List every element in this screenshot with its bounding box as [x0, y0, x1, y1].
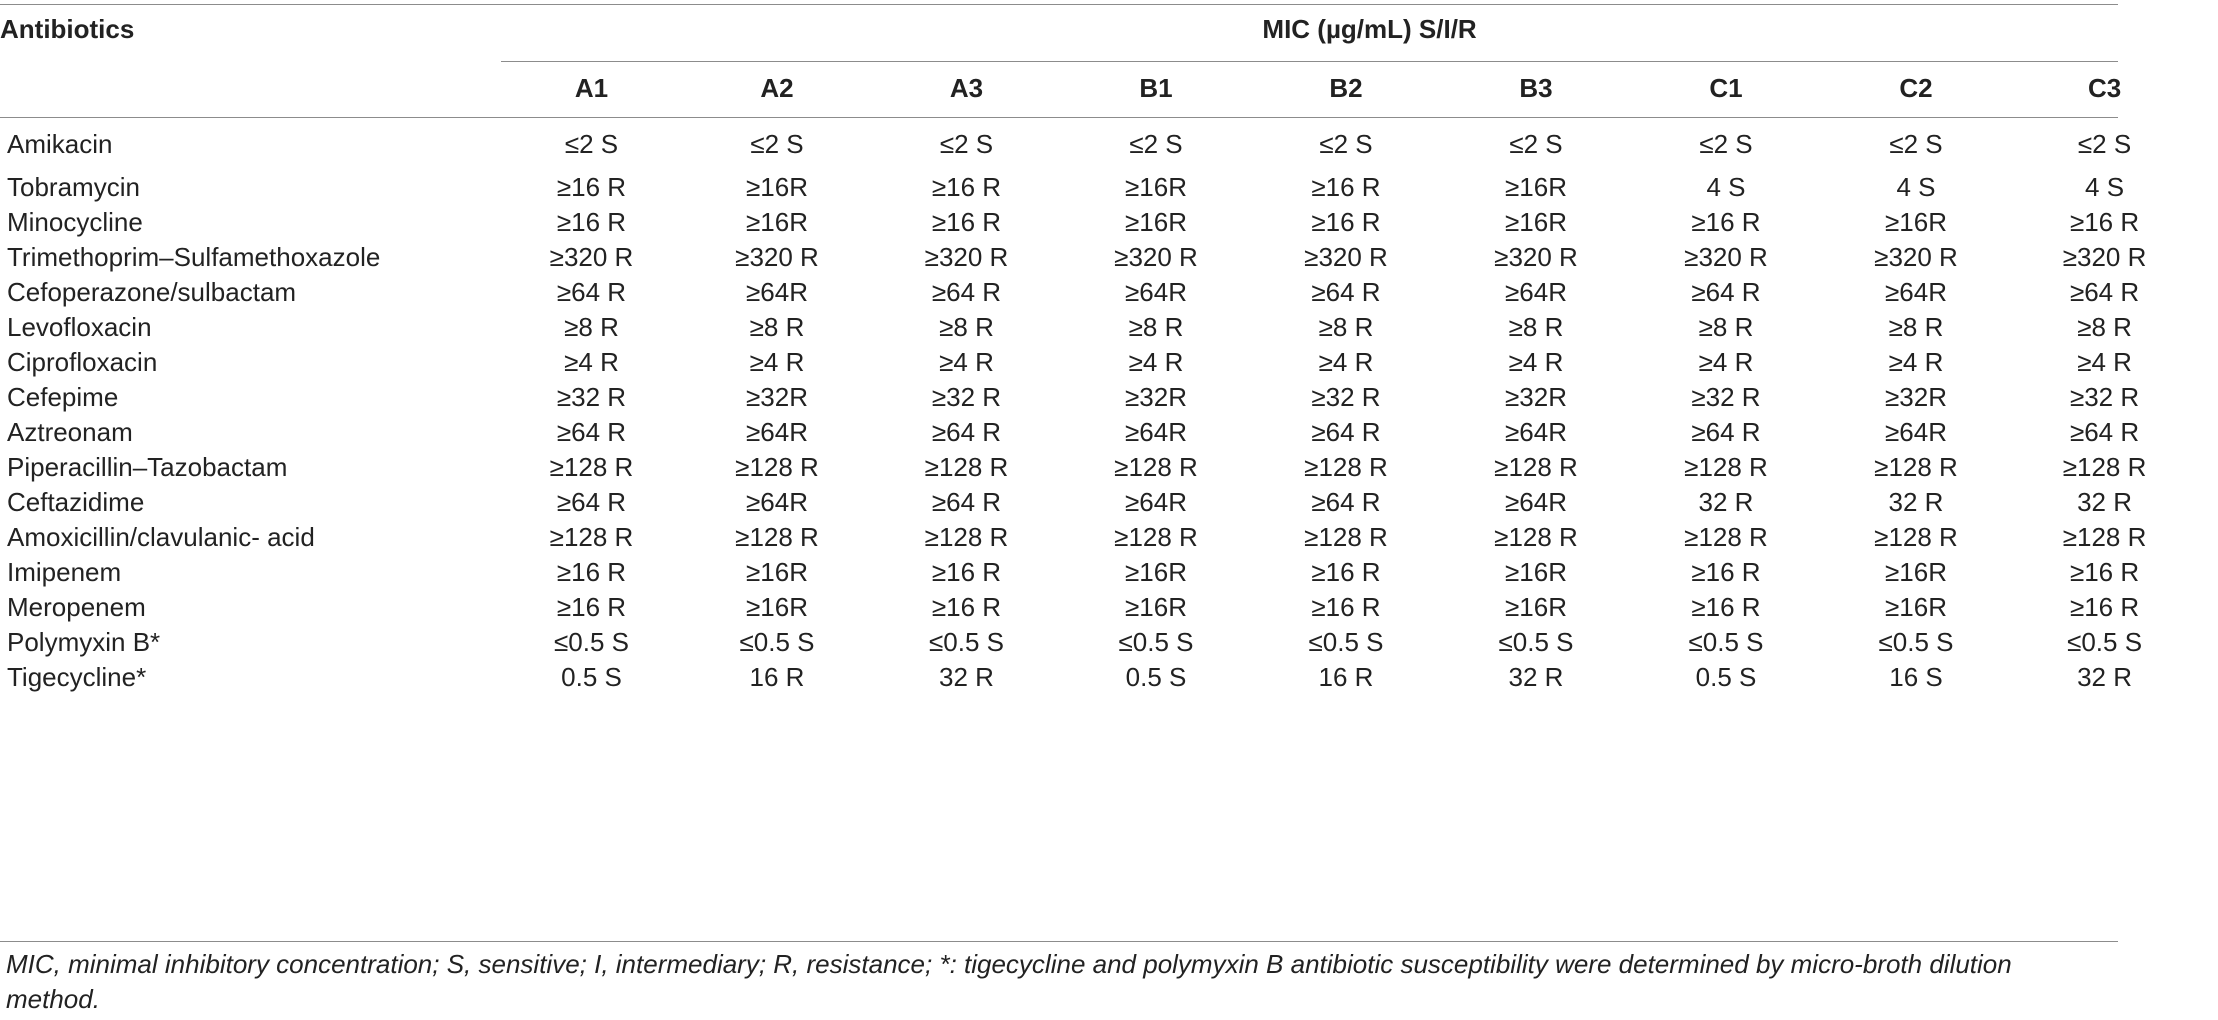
mic-value-cell: ≥4 R: [1698, 347, 1754, 377]
table-row: [0, 590, 2198, 625]
mic-value-cell: ≥4 R: [749, 347, 805, 377]
mic-value-cell: ≥16R: [746, 557, 808, 587]
mic-value-cell: ≤2 S: [1509, 128, 1563, 159]
table-row: [0, 310, 2198, 345]
mic-value-cell: ≥16R: [746, 172, 808, 202]
mic-value-cell: ≤2 S: [2077, 128, 2132, 159]
mic-value-cell: 32 R: [2077, 662, 2133, 692]
mic-value-cell: ≥16 R: [1311, 592, 1381, 622]
mic-value-cell: ≥64R: [1505, 417, 1567, 447]
mic-value-cell: ≥64 R: [556, 487, 627, 517]
mic-value-cell: ≥16 R: [556, 207, 627, 237]
mic-value-cell: ≥320 R: [1874, 242, 1958, 272]
mic-value-cell: ≥16 R: [931, 172, 1002, 202]
mic-value-cell: ≤0.5 S: [2067, 627, 2143, 657]
mic-value-cell: ≥8 R: [1128, 312, 1184, 342]
mic-value-cell: ≥128 R: [1114, 522, 1198, 552]
antibiotic-name: Levofloxacin: [7, 312, 152, 342]
antibiotic-name: Piperacillin–Tazobactam: [7, 452, 288, 482]
mic-value-cell: ≥128 R: [1494, 522, 1578, 552]
mic-value-cell: ≥16 R: [1311, 172, 1381, 202]
mic-value-cell: ≥320 R: [1114, 242, 1198, 272]
mic-value-cell: ≥4 R: [1888, 347, 1944, 377]
mic-value-cell: ≥64 R: [2069, 277, 2140, 307]
antibiotic-name: Ciprofloxacin: [7, 347, 158, 377]
mic-value-cell: 4 S: [1706, 172, 1746, 202]
mic-value-cell: 32 R: [939, 662, 994, 692]
antibiotic-name: Aztreonam: [7, 417, 133, 447]
mic-value-cell: 16 R: [749, 662, 805, 692]
table-row: [0, 118, 2198, 170]
mic-value-cell: ≥32R: [1125, 382, 1187, 412]
mic-value-cell: ≥4 R: [1508, 347, 1564, 377]
blank-header-cell: [0, 58, 501, 118]
mic-group-header: MIC (µg/mL) S/I/R: [1262, 13, 1477, 44]
table-row: [0, 275, 2198, 310]
antibiotic-name: Trimethoprim–Sulfamethoxazole: [7, 242, 381, 272]
mic-value-cell: ≥128 R: [1114, 452, 1198, 482]
mic-value-cell: ≥320 R: [924, 242, 1009, 272]
mic-value-cell: ≥64 R: [931, 277, 1002, 307]
mic-value-cell: 32 R: [2077, 487, 2133, 517]
mic-value-cell: ≥320 R: [1304, 242, 1388, 272]
mic-value-cell: ≥64 R: [2069, 417, 2140, 447]
antibiotic-name: Meropenem: [7, 592, 146, 622]
mic-value-cell: ≥64 R: [931, 487, 1002, 517]
mic-value-cell: 32 R: [1508, 662, 1564, 692]
mic-value-cell: ≥16 R: [1311, 557, 1381, 587]
table-row: [0, 450, 2198, 485]
isolate-header-c1: C1: [1709, 72, 1743, 103]
mic-value-cell: ≤0.5 S: [1878, 627, 1954, 657]
mic-value-cell: ≥320 R: [735, 242, 819, 272]
mic-value-cell: ≤0.5 S: [1498, 627, 1574, 657]
mic-value-cell: ≥320 R: [2062, 242, 2147, 272]
mic-value-cell: ≥16R: [1125, 172, 1187, 202]
mic-value-cell: ≤0.5 S: [739, 627, 815, 657]
mic-value-cell: ≥64R: [1885, 277, 1947, 307]
mic-value-cell: ≥128 R: [735, 522, 819, 552]
mic-value-cell: ≥128 R: [1684, 452, 1768, 482]
mic-value-cell: ≥320 R: [1494, 242, 1578, 272]
mic-value-cell: 0.5 S: [1125, 662, 1187, 692]
mic-value-cell: ≥16 R: [931, 557, 1002, 587]
mic-value-cell: ≥16R: [1125, 207, 1187, 237]
mic-value-cell: ≥16R: [1505, 172, 1567, 202]
mic-value-cell: ≥4 R: [564, 347, 619, 377]
mic-value-cell: ≥32R: [1885, 382, 1947, 412]
mic-value-cell: ≤2 S: [564, 128, 619, 159]
mic-value-cell: ≥64R: [746, 487, 808, 517]
mic-value-cell: ≥16R: [1125, 592, 1187, 622]
table-row: [0, 240, 2198, 275]
mic-value-cell: ≥32 R: [2069, 382, 2140, 412]
mic-value-cell: ≥16R: [1125, 557, 1187, 587]
mic-value-cell: ≥4 R: [1318, 347, 1374, 377]
mic-value-cell: ≥4 R: [2077, 347, 2132, 377]
mic-value-cell: ≥8 R: [1698, 312, 1754, 342]
mic-value-cell: 32 R: [1888, 487, 1944, 517]
mic-value-cell: ≥128 R: [549, 522, 634, 552]
mic-value-cell: ≥32 R: [556, 382, 627, 412]
isolate-header-c3: C3: [2087, 72, 2122, 103]
mic-value-cell: ≥16 R: [1691, 592, 1761, 622]
mic-value-cell: ≥16R: [1505, 207, 1567, 237]
isolate-header-a2: A2: [760, 72, 794, 103]
mic-value-cell: ≤2 S: [939, 128, 994, 159]
antibiotic-name: Ceftazidime: [7, 487, 145, 517]
mic-value-cell: ≥16 R: [556, 592, 627, 622]
mic-value-cell: ≥16 R: [1311, 207, 1381, 237]
mic-value-cell: ≥16 R: [931, 207, 1002, 237]
mic-value-cell: ≥128 R: [924, 522, 1009, 552]
mic-value-cell: ≥128 R: [1684, 522, 1768, 552]
table-row: [0, 345, 2198, 380]
mic-value-cell: ≤2 S: [1699, 128, 1753, 159]
mic-value-cell: ≥64 R: [1311, 277, 1381, 307]
mic-value-cell: ≥128 R: [1494, 452, 1578, 482]
mic-value-cell: ≥16R: [1885, 207, 1947, 237]
isolate-header-c2: C2: [1899, 72, 1933, 103]
mic-value-cell: ≥64R: [746, 417, 808, 447]
mic-value-cell: ≥64R: [1125, 277, 1187, 307]
bottom-rule: [0, 941, 2118, 942]
mic-value-cell: ≤2 S: [1889, 128, 1943, 159]
mic-value-cell: ≥16R: [1505, 557, 1567, 587]
mic-value-cell: ≥128 R: [549, 452, 634, 482]
mic-value-cell: ≥16R: [1885, 557, 1947, 587]
table-row: [0, 415, 2198, 450]
mic-value-cell: ≥16 R: [2069, 557, 2140, 587]
table-row: [0, 660, 2198, 695]
mic-value-cell: 16 S: [1889, 662, 1943, 692]
antibiotic-name: Tobramycin: [7, 172, 140, 202]
mic-value-cell: ≥128 R: [2062, 452, 2147, 482]
mic-value-cell: ≥8 R: [1318, 312, 1374, 342]
mic-value-cell: ≥64R: [746, 277, 808, 307]
mic-value-cell: ≥16 R: [2069, 592, 2140, 622]
table-row: [0, 205, 2198, 240]
mic-value-cell: ≥16 R: [931, 592, 1002, 622]
mic-value-cell: ≥32 R: [931, 382, 1002, 412]
mic-value-cell: ≤0.5 S: [554, 627, 629, 657]
mic-value-cell: ≤0.5 S: [1308, 627, 1384, 657]
table-row: [0, 625, 2198, 660]
mic-value-cell: ≥4 R: [939, 347, 994, 377]
mic-value-cell: ≥16R: [1885, 592, 1947, 622]
mic-value-cell: ≥64 R: [1691, 417, 1761, 447]
mic-value-cell: ≥128 R: [1874, 452, 1958, 482]
mic-value-cell: ≤2 S: [1319, 128, 1373, 159]
mic-value-cell: ≥8 R: [1888, 312, 1944, 342]
mic-value-cell: ≥64R: [1125, 417, 1187, 447]
mic-value-cell: ≥16R: [1505, 592, 1567, 622]
table-row: [0, 555, 2198, 590]
mic-value-cell: ≥8 R: [2077, 312, 2132, 342]
antibiotic-name: Minocycline: [7, 207, 143, 237]
isolate-header-a3: A3: [949, 72, 984, 103]
mic-value-cell: ≥8 R: [564, 312, 619, 342]
mic-value-cell: ≥16 R: [556, 172, 627, 202]
table-body: [0, 118, 2198, 695]
mic-value-cell: ≤0.5 S: [929, 627, 1004, 657]
mic-value-cell: ≥128 R: [1304, 522, 1388, 552]
isolate-header-b1: B1: [1139, 72, 1173, 103]
isolate-header-a1: A1: [574, 72, 609, 103]
mic-value-cell: ≥128 R: [2062, 522, 2147, 552]
mic-value-cell: ≥128 R: [1874, 522, 1958, 552]
mic-value-cell: ≥16 R: [2069, 207, 2140, 237]
isolate-header-b3: B3: [1519, 72, 1553, 103]
mic-value-cell: ≥64R: [1505, 277, 1567, 307]
mic-value-cell: 4 S: [1896, 172, 1936, 202]
mic-value-cell: ≥64R: [1505, 487, 1567, 517]
mic-value-cell: ≥16 R: [556, 557, 627, 587]
antibiotics-column-header: Antibiotics: [0, 13, 135, 44]
mic-value-cell: ≥128 R: [924, 452, 1009, 482]
table-row: [0, 380, 2198, 415]
mic-value-cell: ≥64R: [1125, 487, 1187, 517]
mic-value-cell: ≥4 R: [1128, 347, 1184, 377]
group-header-row: [0, 0, 2198, 58]
mic-value-cell: ≤2 S: [1129, 128, 1183, 159]
mic-value-cell: ≥64 R: [1311, 417, 1381, 447]
mic-value-cell: ≥8 R: [749, 312, 805, 342]
antibiotic-name: Imipenem: [7, 557, 122, 587]
mic-value-cell: 32 R: [1698, 487, 1754, 517]
antibiotic-name: Amoxicillin/clavulanic- acid: [7, 522, 315, 552]
mic-value-cell: ≥32 R: [1311, 382, 1381, 412]
mic-value-cell: 0.5 S: [561, 662, 622, 692]
mic-value-cell: ≥320 R: [549, 242, 634, 272]
mic-value-cell: ≥64R: [1885, 417, 1947, 447]
mic-value-cell: ≥128 R: [735, 452, 819, 482]
mic-value-cell: ≥64 R: [1311, 487, 1381, 517]
mic-value-cell: ≥16R: [746, 207, 808, 237]
mic-value-cell: 4 S: [2085, 172, 2125, 202]
mic-value-cell: ≤0.5 S: [1118, 627, 1194, 657]
mic-value-cell: ≥64 R: [556, 417, 627, 447]
antibiotic-name: Amikacin: [7, 128, 113, 159]
mic-value-cell: 0.5 S: [1695, 662, 1757, 692]
mic-value-cell: ≥64 R: [556, 277, 627, 307]
mic-value-cell: ≥32R: [1505, 382, 1567, 412]
mic-value-cell: ≥8 R: [939, 312, 994, 342]
mic-value-cell: ≥32 R: [1691, 382, 1761, 412]
isolate-header-b2: B2: [1329, 72, 1363, 103]
antibiotic-name: Polymyxin B*: [7, 627, 161, 657]
mic-value-cell: ≥8 R: [1508, 312, 1564, 342]
table-row: [0, 170, 2198, 205]
isolate-header-row: [0, 58, 2198, 118]
mic-value-cell: ≥128 R: [1304, 452, 1388, 482]
mic-value-cell: 16 R: [1318, 662, 1374, 692]
mic-value-cell: ≥16 R: [1691, 207, 1761, 237]
mic-value-cell: ≥64 R: [1691, 277, 1761, 307]
antibiotic-name: Cefoperazone/sulbactam: [7, 277, 297, 307]
antibiotic-name: Cefepime: [7, 382, 119, 412]
mic-value-cell: ≥320 R: [1684, 242, 1768, 272]
table-footnote: MIC, minimal inhibitory concentration; S, sensitive; I, intermediary; R, resistance; *: tigecycline and polymyxin B antibiotic susceptibility were determined by micro-broth dilution method.: [6, 949, 2012, 1014]
mic-value-cell: ≥16 R: [1691, 557, 1761, 587]
mic-value-cell: ≤2 S: [750, 128, 804, 159]
table-row: [0, 520, 2198, 555]
mic-value-cell: ≥64 R: [931, 417, 1002, 447]
mic-value-cell: ≤0.5 S: [1688, 627, 1764, 657]
mic-value-cell: ≥16R: [746, 592, 808, 622]
mic-value-cell: ≥32R: [746, 382, 808, 412]
table-row: [0, 485, 2198, 520]
antibiotic-name: Tigecycline*: [7, 662, 147, 692]
